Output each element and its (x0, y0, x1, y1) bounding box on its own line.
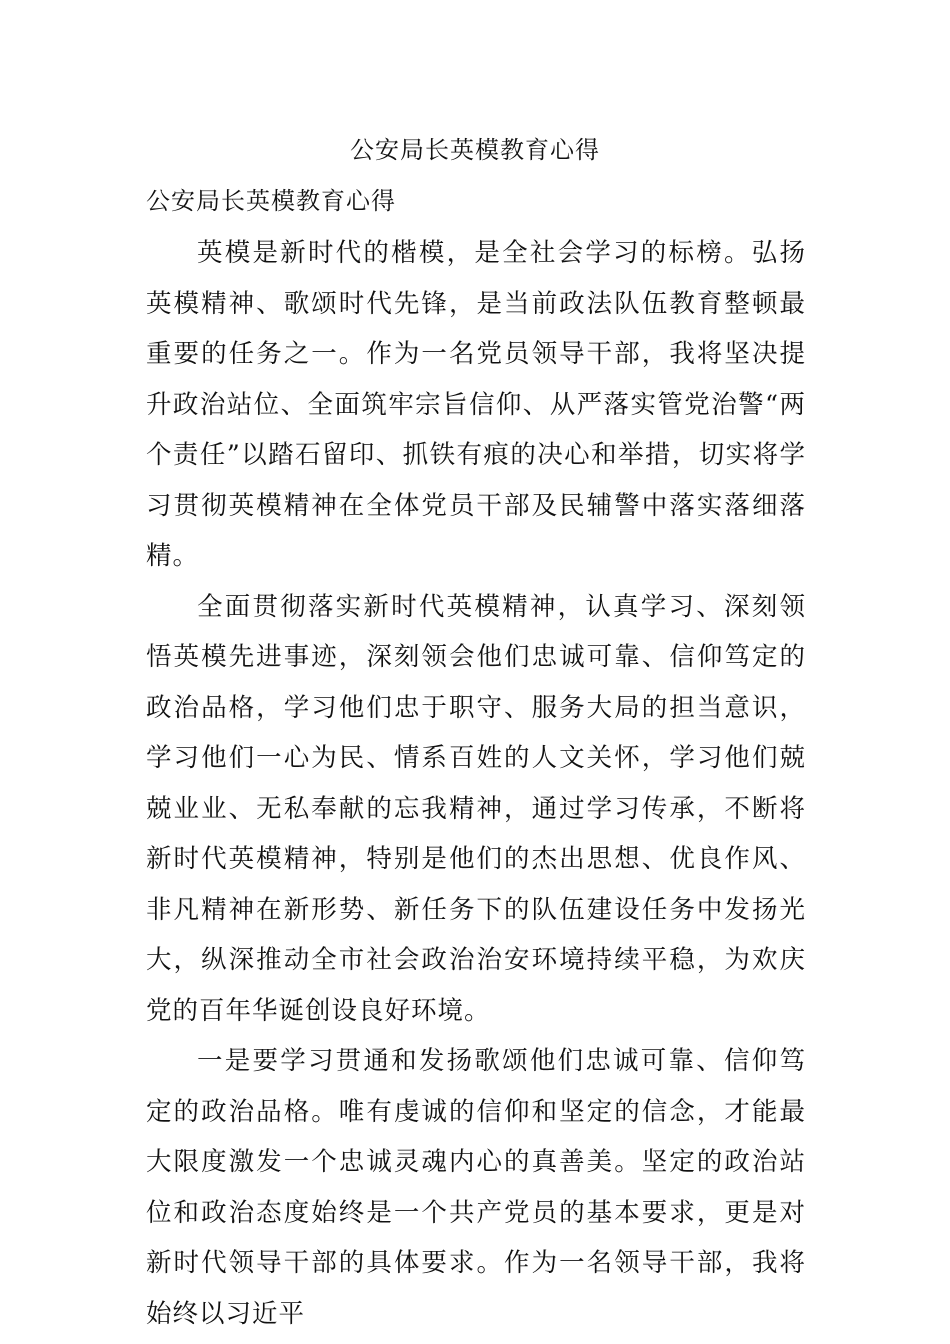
document-subtitle: 公安局长英模教育心得 (146, 187, 396, 215)
paragraph-2: 全面贯彻落实新时代英模精神，认真学习、深刻领悟英模先进事迹，深刻领会他们忠诚可靠、信仰笃定的政治品格，学习他们忠于职守、服务大局的担当意识，学习他们一心为民、情系百姓的人文关怀，学习他们兢兢业业、无私奉献的忘我精神，通过学习传承，不断将新时代英模精神，特别是他们的杰出思想、优良作风、非凡精神在新形势、新任务下的队伍建设任务中发扬光大，纵深推动全市社会政治治安环境持续平稳，为欢庆党的百年华诞创设良好环境。 (146, 591, 806, 1026)
paragraph-1: 英模是新时代的楷模，是全社会学习的标榜。弘扬英模精神、歌颂时代先锋，是当前政法队伍教育整顿最重要的任务之一。作为一名党员领导干部，我将坚决提升政治站位、全面筑牢宗旨信仰、从严落实管党治警“两个责任”以踏石留印、抓铁有痕的决心和举措，切实将学习贯彻英模精神在全体党员干部及民辅警中落实落细落精。 (146, 238, 806, 571)
document-body (146, 228, 806, 1339)
paragraph-3: 一是要学习贯通和发扬歌颂他们忠诚可靠、信仰笃定的政治品格。唯有虔诚的信仰和坚定的信念，才能最大限度激发一个忠诚灵魂内心的真善美。坚定的政治站位和政治态度始终是一个共产党员的基本要求，更是对新时代领导干部的具体要求。作为一名领导干部，我将始终以习近平 (146, 1046, 806, 1329)
document-title: 公安局长英模教育心得 (350, 136, 600, 164)
